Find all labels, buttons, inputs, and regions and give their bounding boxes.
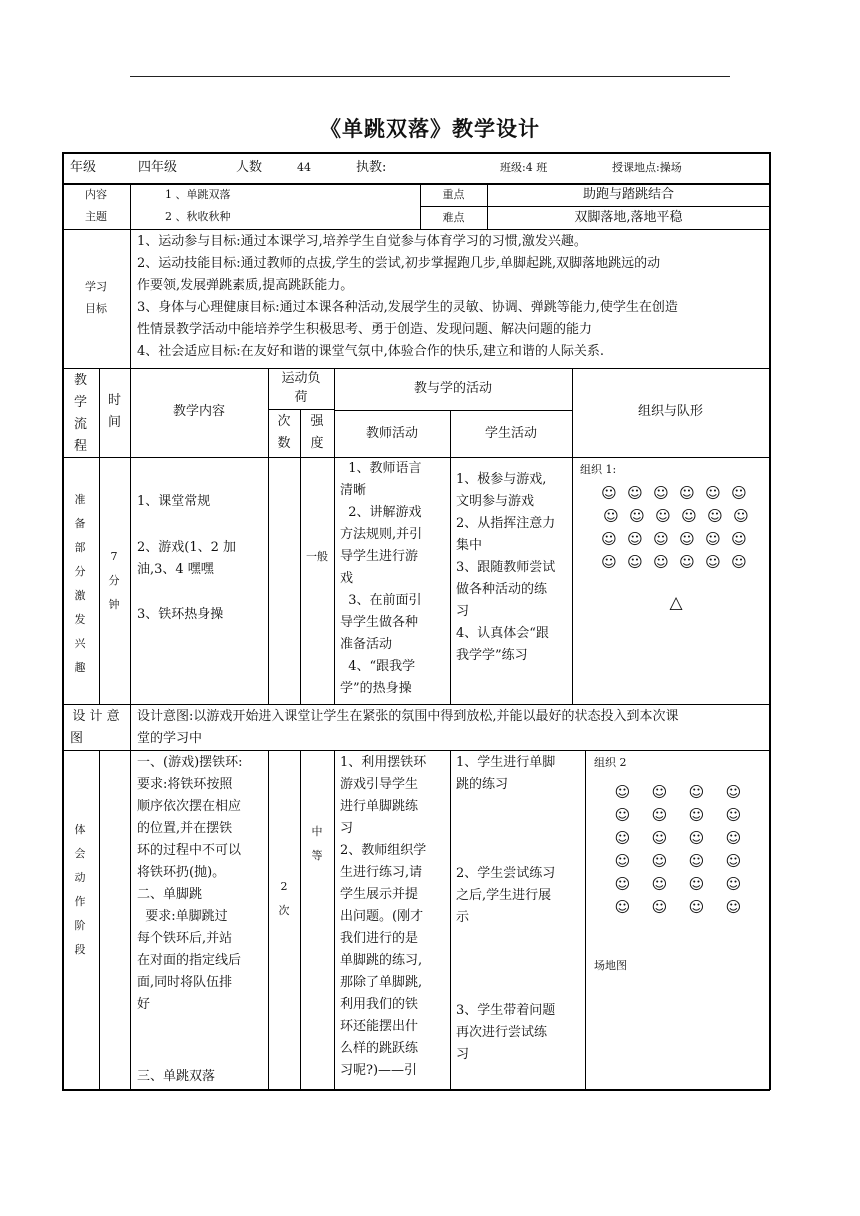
intent-label-1: 设 计 意: [72, 709, 120, 724]
student-face-icon: ☺: [679, 530, 695, 548]
student-face-icon: ☺: [725, 783, 742, 801]
goal-1: 1、运动参与目标:通过本课学习,培养学生自觉参与体育学习的习惯,激发兴趣。: [137, 234, 587, 249]
student-face-icon: ☺: [731, 484, 747, 502]
practice-teacher-activity: 1、利用摆铁环 游戏引导学生 进行单脚跳练 习 2、教师组织学 生进行练习,请 学生展示并提 出问题。(刚才 我们进行的是 单脚跳的练习, 那除了单脚跳, 利用我们的铁 环还能摆出什 么样的跳跃练 习呢?)——引: [340, 755, 427, 1078]
student-face-icon: ☺: [688, 806, 705, 824]
student-face-icon: ☺: [614, 783, 631, 801]
student-face-icon: ☺: [651, 783, 668, 801]
formation-2: [604, 781, 752, 919]
goal-3b: 性情景教学活动中能培养学生积极思考、勇于创造、发现问题、解决问题的能力: [137, 322, 593, 337]
student-face-icon: ☺: [614, 898, 631, 916]
practice-student-activity-3: 3、学生带着问题 再次进行尝试练 习: [456, 1003, 556, 1062]
col-org-header: 组织与队形: [637, 404, 703, 419]
student-face-icon: ☺: [614, 829, 631, 847]
org2-label: 组织 2: [594, 756, 627, 769]
student-face-icon: ☺: [601, 553, 617, 571]
goal-2a: 2、运动技能目标:通过教师的点拔,学生的尝试,初步掌握跑几步,单脚起跳,双脚落地跳远的动: [137, 256, 661, 271]
student-face-icon: ☺: [705, 484, 721, 502]
practice-student-activity-2: 2、学生尝试练习 之后,学生进行展 示: [456, 866, 556, 925]
key-value: 助跑与踏跳结合: [582, 187, 674, 202]
practice-student-activity-1: 1、学生进行单脚 跳的练习: [456, 755, 556, 792]
student-face-icon: ☺: [627, 553, 643, 571]
student-face-icon: ☺: [731, 553, 747, 571]
student-face-icon: ☺: [705, 530, 721, 548]
teacher-label: 执教:: [356, 160, 387, 175]
grade-label: 年级: [70, 160, 97, 175]
student-face-icon: ☺: [614, 806, 631, 824]
prep-content-1: 1、课堂常规: [137, 494, 211, 509]
student-face-icon: ☺: [688, 875, 705, 893]
student-face-icon: ☺: [603, 507, 619, 525]
student-face-icon: ☺: [679, 484, 695, 502]
class-info: 班级:4 班: [500, 161, 548, 174]
student-face-icon: ☺: [601, 530, 617, 548]
student-face-icon: ☺: [688, 783, 705, 801]
student-face-icon: ☺: [725, 806, 742, 824]
col-content-header: 教学内容: [172, 404, 225, 419]
count-value: 44: [297, 161, 311, 174]
col-teacher-header: 教师活动: [365, 426, 418, 441]
student-face-icon: ☺: [681, 507, 697, 525]
student-face-icon: ☺: [651, 829, 668, 847]
col-time-header: 时 间: [107, 393, 121, 430]
student-face-icon: ☺: [651, 806, 668, 824]
prep-teacher-activity: 1、教师语言 清晰 2、讲解游戏 方法规则,并引 导学生进行游 戏 3、在前面引 导学生做各种 准备活动 4、“跟我学 学”的热身操: [340, 461, 423, 696]
practice-times: 2 次: [278, 880, 290, 917]
org1-label: 组织 1:: [580, 463, 617, 476]
prep-stage-label: 准 备 部 分 激 发 兴 趣: [74, 493, 86, 674]
student-face-icon: ☺: [725, 829, 742, 847]
student-face-icon: ☺: [688, 852, 705, 870]
prep-content-2a: 2、游戏(1、2 加: [137, 540, 237, 555]
goals-label-1: 学习: [85, 280, 107, 293]
student-face-icon: ☺: [653, 530, 669, 548]
student-face-icon: ☺: [733, 507, 749, 525]
content-label-1: 内容: [85, 188, 107, 201]
place-info: 授课地点:操场: [612, 161, 682, 174]
goal-2b: 作要领,发展弹跳素质,提高跳跃能力。: [137, 278, 354, 293]
student-face-icon: ☺: [707, 507, 723, 525]
content-item-1: 1 、单跳双落: [165, 188, 231, 201]
teacher-position-triangle: △: [669, 593, 683, 613]
student-face-icon: ☺: [601, 484, 617, 502]
student-face-icon: ☺: [653, 553, 669, 571]
student-face-icon: ☺: [725, 852, 742, 870]
grade-value: 四年级: [138, 160, 178, 175]
difficulty-label: 难点: [442, 211, 465, 224]
difficulty-value: 双脚落地,落地平稳: [574, 210, 683, 225]
count-label: 人数: [236, 160, 263, 175]
goal-4: 4、社会适应目标:在友好和谐的课堂气氛中,体验合作的快乐,建立和谐的人际关系.: [137, 344, 605, 359]
student-face-icon: ☺: [627, 530, 643, 548]
formation-1: [596, 482, 754, 574]
prep-intensity: 一般: [306, 550, 328, 563]
student-face-icon: ☺: [651, 898, 668, 916]
content-label-2: 主题: [85, 210, 107, 223]
student-face-icon: ☺: [725, 875, 742, 893]
student-face-icon: ☺: [653, 484, 669, 502]
student-face-icon: ☺: [614, 875, 631, 893]
prep-content-3: 3、铁环热身操: [137, 607, 224, 622]
goals-label-2: 目标: [85, 302, 107, 315]
student-face-icon: ☺: [627, 484, 643, 502]
goal-3a: 3、身体与心理健康目标:通过本课各种活动,发展学生的灵敏、协调、弹跳等能力,使学生在创造: [137, 300, 678, 315]
practice-content-last: 三、单跳双落: [137, 1069, 216, 1084]
student-face-icon: ☺: [651, 875, 668, 893]
practice-content: 一、(游戏)摆铁环: 要求:将铁环按照 顺序依次摆在相应 的位置,并在摆铁 环的过程中不可以 将铁环扔(抛)。 二、单脚跳 要求:单脚跳过 每个铁环后,并站 在对面的指定线后 面,同时将队伍排 好: [137, 755, 243, 1012]
prep-student-activity: 1、极参与游戏, 文明参与游戏 2、从指挥注意力 集中 3、跟随教师尝试 做各种活动的练 习 4、认真体会“跟 我学学”练习: [456, 472, 556, 663]
student-face-icon: ☺: [629, 507, 645, 525]
student-face-icon: ☺: [655, 507, 671, 525]
field-map-label: 场地图: [594, 959, 627, 972]
intent-text-2: 堂的学习中: [137, 731, 203, 746]
col-activity-header: 教与学的活动: [413, 381, 492, 396]
student-face-icon: ☺: [731, 530, 747, 548]
col-flow-header: 教 学 流 程: [73, 373, 87, 454]
content-item-2: 2 、秋收秋种: [165, 210, 231, 223]
student-face-icon: ☺: [679, 553, 695, 571]
practice-intensity: 中 等: [311, 825, 323, 862]
col-load-header-1: 运动负: [281, 371, 321, 386]
practice-stage-label: 体 会 动 作 阶 段: [74, 823, 86, 956]
student-face-icon: ☺: [614, 852, 631, 870]
col-student-header: 学生活动: [484, 426, 537, 441]
student-face-icon: ☺: [688, 829, 705, 847]
intent-text-1: 设计意图:以游戏开始进入课堂让学生在紧张的氛围中得到放松,并能以最好的状态投入到本次课: [137, 709, 679, 724]
header-rule: [130, 76, 730, 77]
document-title: 《单跳双落》教学设计: [320, 117, 540, 141]
student-face-icon: ☺: [725, 898, 742, 916]
prep-content-2b: 油,3、4 嘿嘿: [137, 562, 214, 577]
col-intensity-header: 强 度: [310, 414, 324, 451]
student-face-icon: ☺: [651, 852, 668, 870]
col-load-header-2: 荷: [294, 390, 308, 405]
intent-label-2: 图: [70, 731, 84, 746]
col-times-header: 次 数: [277, 414, 291, 451]
key-label: 重点: [442, 188, 465, 201]
student-face-icon: ☺: [688, 898, 705, 916]
prep-time: 7 分 钟: [108, 550, 120, 611]
student-face-icon: ☺: [705, 553, 721, 571]
